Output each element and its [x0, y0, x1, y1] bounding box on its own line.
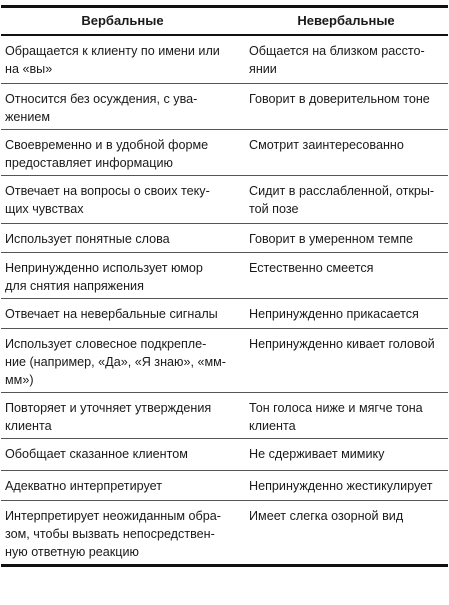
cell-line: ние (например, «Да», «Я знаю», «мм- — [5, 354, 226, 369]
verbal-cell — [1, 470, 244, 500]
verbal-cell — [1, 129, 244, 175]
cell-line: предоставляет информацию — [5, 155, 173, 170]
cell-line: Говорит в доверительном тоне — [249, 91, 430, 106]
nonverbal-cell — [244, 328, 448, 392]
table-row — [1, 129, 448, 175]
header-nonverbal: Невербальные — [244, 7, 448, 36]
table-row — [1, 223, 448, 252]
cell-line: Относится без осуждения, с ува- — [5, 91, 198, 106]
verbal-cell — [1, 252, 244, 298]
cell-line: Отвечает на невербальные сигналы — [5, 306, 218, 321]
nonverbal-cell — [244, 500, 448, 565]
table-header-row — [1, 7, 448, 36]
cell-line: той позе — [249, 201, 299, 216]
cell-line: Непринужденно прикасается — [249, 306, 419, 321]
cell-line: Непринужденно жестикулирует — [249, 478, 433, 493]
table-row — [1, 35, 448, 83]
verbal-cell — [1, 83, 244, 129]
table-row — [1, 175, 448, 223]
cell-line: Непринужденно использует юмор — [5, 260, 203, 275]
comparison-table — [1, 5, 448, 567]
cell-line: Естественно смеется — [249, 260, 374, 275]
table-row — [1, 328, 448, 392]
cell-line: ную ответную реакцию — [5, 544, 140, 559]
nonverbal-cell — [244, 252, 448, 298]
nonverbal-cell — [244, 470, 448, 500]
cell-line: для снятия напряжения — [5, 278, 144, 293]
cell-line: Тон голоса ниже и мягче тона — [249, 400, 423, 415]
cell-line: Имеет слегка озорной вид — [249, 508, 404, 523]
cell-line: Говорит в умеренном темпе — [249, 231, 414, 246]
cell-line: Повторяет и уточняет утверждения — [5, 400, 212, 415]
cell-line: Не сдерживает мимику — [249, 446, 385, 461]
cell-line: жением — [5, 109, 51, 124]
nonverbal-cell — [244, 223, 448, 252]
cell-line: зом, чтобы вызвать непосредствен- — [5, 526, 215, 541]
table-body — [1, 35, 448, 565]
cell-line: янии — [249, 62, 277, 76]
cell-line: Непринужденно кивает головой — [249, 336, 435, 351]
verbal-cell — [1, 392, 244, 438]
table-row — [1, 470, 448, 500]
nonverbal-cell — [244, 83, 448, 129]
cell-line: Общается на близком рассто- — [249, 44, 425, 58]
cell-line: Отвечает на вопросы о своих теку- — [5, 183, 210, 198]
table-row — [1, 438, 448, 470]
nonverbal-cell — [244, 438, 448, 470]
table-row — [1, 298, 448, 328]
cell-line: Своевременно и в удобной форме — [5, 137, 209, 152]
verbal-cell — [1, 223, 244, 252]
nonverbal-cell — [244, 175, 448, 223]
cell-line: Адекватно интерпретирует — [5, 478, 162, 493]
cell-line: клиента — [5, 418, 52, 433]
cell-line: клиента — [249, 418, 296, 433]
table-row — [1, 83, 448, 129]
cell-line: Использует словесное подкрепле- — [5, 336, 207, 351]
header-verbal: Вербальные — [1, 7, 244, 36]
nonverbal-cell — [244, 35, 448, 83]
cell-line: на «вы» — [5, 62, 53, 76]
verbal-cell — [1, 500, 244, 565]
verbal-cell — [1, 298, 244, 328]
cell-line: Обобщает сказанное клиентом — [5, 446, 188, 461]
nonverbal-cell — [244, 129, 448, 175]
cell-line: Обращается к клиенту по имени или — [5, 44, 220, 58]
nonverbal-cell — [244, 392, 448, 438]
verbal-cell — [1, 35, 244, 83]
cell-line: Сидит в расслабленной, откры- — [249, 183, 435, 198]
cell-line: Интерпретирует неожиданным обра- — [5, 508, 221, 523]
table-row — [1, 252, 448, 298]
cell-line: щих чувствах — [5, 201, 84, 216]
cell-line: Смотрит заинтересованно — [249, 137, 404, 152]
table-row — [1, 500, 448, 565]
verbal-cell — [1, 438, 244, 470]
table-row — [1, 392, 448, 438]
cell-line: мм») — [5, 372, 34, 387]
nonverbal-cell — [244, 298, 448, 328]
cell-line: Использует понятные слова — [5, 231, 170, 246]
verbal-cell — [1, 328, 244, 392]
verbal-cell — [1, 175, 244, 223]
